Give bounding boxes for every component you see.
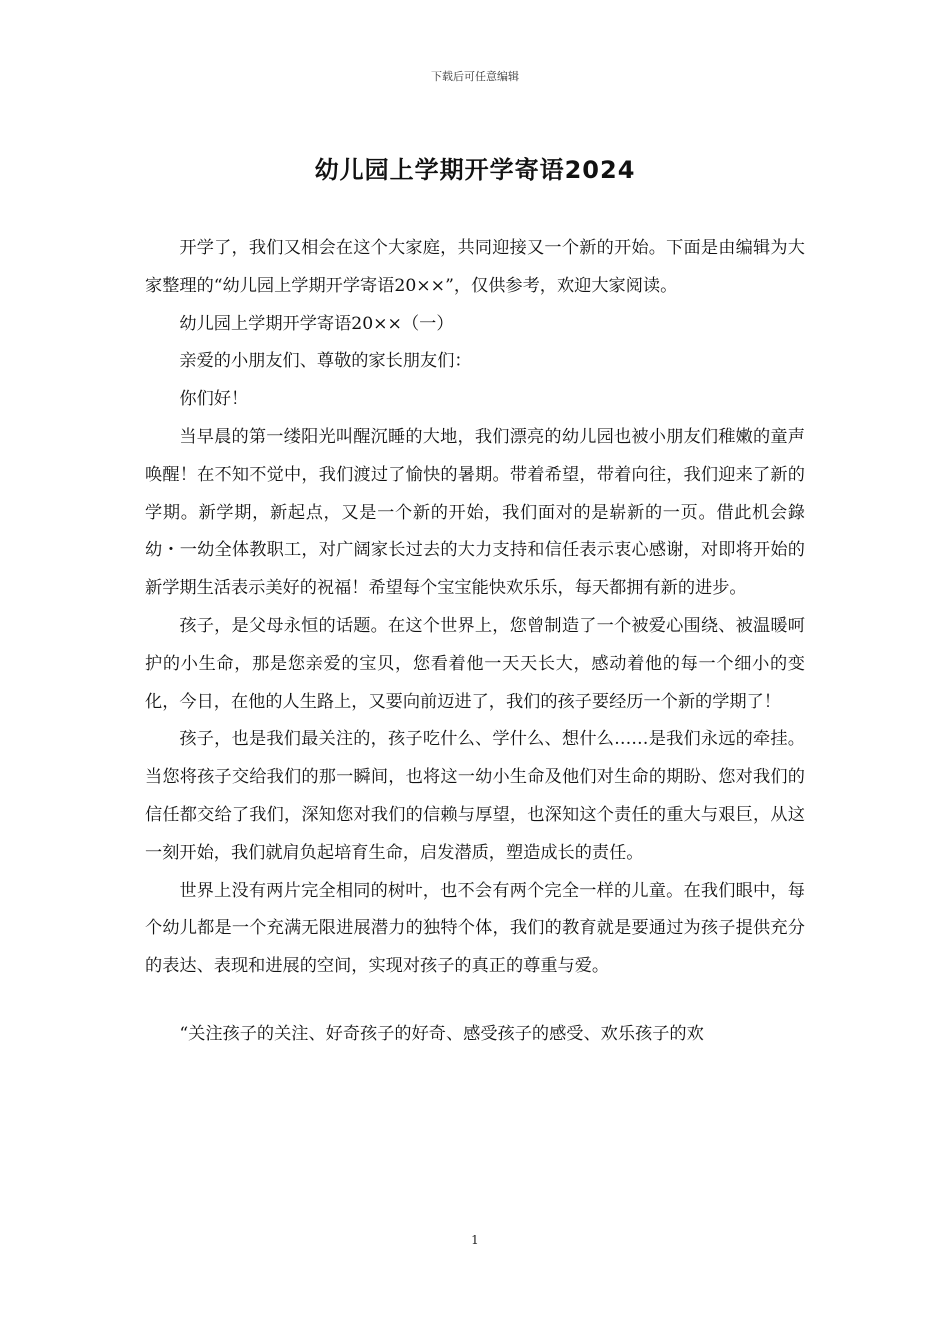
- document-body: [145, 230, 805, 1054]
- paragraph-quote: “关注孩子的关注、好奇孩子的好奇、感受孩子的感受、欢乐孩子的欢: [179, 1023, 704, 1044]
- page-number: 1: [471, 1233, 479, 1247]
- header-note: 下载后可任意编辑: [431, 70, 519, 83]
- paragraph-body-2: 孩子，是父母永恒的话题。在这个世界上，您曾制造了一个被爱心围绕、被温暖呵护的小生命，那是您亲爱的宝贝，您看着他一天天长大，感动着他的每一个细小的变化，今日，在他的人生路上，又要向前迈进了，我们的孩子要经历一个新的学期了！: [145, 615, 805, 712]
- document-title: 幼儿园上学期开学寄语2024: [314, 156, 636, 184]
- paragraph-body-1: 当早晨的第一缕阳光叫醒沉睡的大地，我们漂亮的幼儿园也被小朋友们稚嫩的童声唤醒！在不知不觉中，我们渡过了愉快的暑期。带着希望，带着向往，我们迎来了新的学期。新学期，新起点，又是一个新的开始，我们面对的是崭新的一页。借此机会錄幼・一幼全体教职工，对广阔家长过去的大力支持和信任表示衷心感谢，对即将开始的新学期生活表示美好的祝福！希望每个宝宝能快欢乐乐，每天都拥有新的进步。: [145, 426, 805, 599]
- paragraph-greeting: 你们好！: [179, 389, 249, 410]
- paragraph-salutation: 亲爱的小朋友们、尊敬的家长朋友们：: [179, 351, 472, 372]
- paragraph-body-4: 世界上没有两片完全相同的树叶，也不会有两个完全一样的儿童。在我们眼中，每个幼儿都是一个充满无限进展潜力的独特个体，我们的教育就是要通过为孩子提供充分的表达、表现和进展的空间，实现对孩子的真正的尊重与爱。: [145, 880, 805, 977]
- paragraph-subtitle: 幼儿园上学期开学寄语20××（一）: [179, 313, 454, 334]
- paragraph-body-3: 孩子，也是我们最关注的，孩子吃什么、学什么、想什么……是我们永远的牵挂。当您将孩子交给我们的那一瞬间，也将这一幼小生命及他们对生命的期盼、您对我们的信任都交给了我们，深知您对我们的信赖与厚望，也深知这个责任的重大与艰巨，从这一刻开始，我们就肩负起培育生命，启发潜质，塑造成长的责任。: [145, 729, 805, 863]
- paragraph-intro: 开学了，我们又相会在这个大家庭，共同迎接又一个新的开始。下面是由编辑为大家整理的“幼儿园上学期开学寄语20××”，仅供参考，欢迎大家阅读。: [145, 238, 805, 296]
- paragraph-spacer: [145, 986, 805, 1016]
